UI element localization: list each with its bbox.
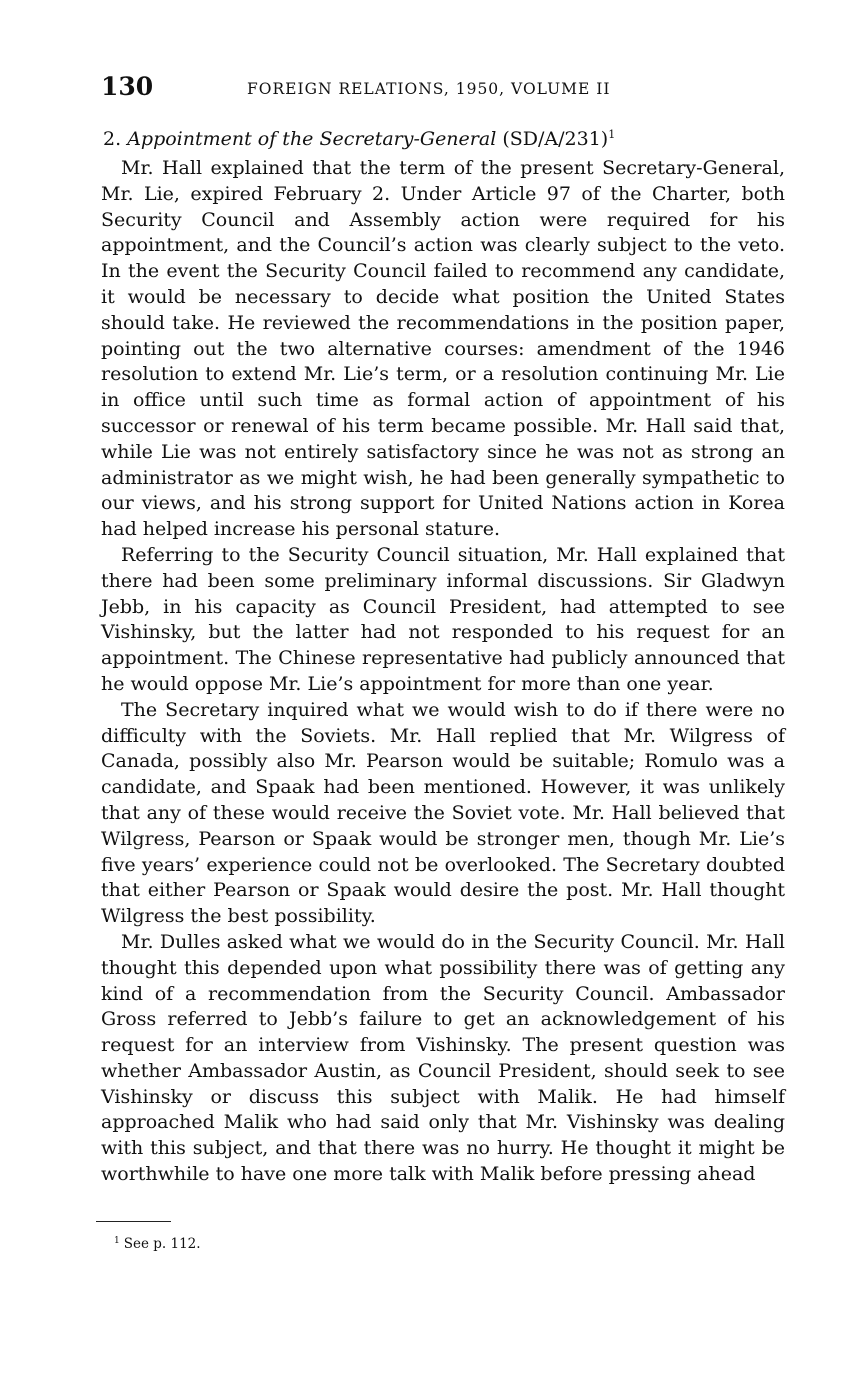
footnote-marker: 1 bbox=[114, 1236, 120, 1246]
paragraph-3: The Secretary inquired what we would wish to do if there were no difficulty with the Soviets. Mr. Hall replied that Mr. Wilgress of Canada, possibly also Mr. Pearson would be suitable; Romulo was a candidate, and Spaak had been mentioned. However, it was unlikely that any of these would receive the Soviet vote. Mr. Hall believed that Wilgress, Pearson or Spaak would be stronger men, though Mr. Lie’s five years’ experience could not be overlooked. The Secretary doubted that either Pearson or Spaak would desire the post. Mr. Hall thought Wilgress the best possibility. bbox=[101, 698, 785, 928]
paragraph-2: Referring to the Security Council situation, Mr. Hall explained that there had been some preliminary informal discussions. Sir Gladwyn Jebb, in his capacity as Council President, had attempted to see Vishinsky, but the latter had not responded to his request for an appointment. The Chinese representative had publicly announced that he would oppose Mr. Lie’s appointment for more than one year. bbox=[101, 543, 785, 695]
page-number: 130 bbox=[101, 72, 154, 101]
footnote-reference: 1 bbox=[608, 128, 616, 141]
footnote bbox=[114, 1236, 201, 1252]
section-title: Appointment of the Secretary-General bbox=[127, 128, 497, 150]
section-number: 2. bbox=[103, 128, 122, 150]
footnote-divider bbox=[96, 1221, 171, 1222]
paragraph-4: Mr. Dulles asked what we would do in the Security Council. Mr. Hall thought this depended upon what possibility there was of getting any kind of a recommendation from the Security Council. Ambassador Gross referred to Jebb’s failure to get an acknowledgement of his request for an interview from Vishinsky. The present question was whether Ambassador Austin, as Council President, should seek to see Vishinsky or discuss this subject with Malik. He had himself approached Malik who had said only that Mr. Vishinsky was dealing with this subject, and that there was no hurry. He thought it might be worthwhile to have one more talk with Malik before pressing ahead bbox=[101, 930, 785, 1186]
body-text bbox=[101, 156, 785, 1188]
section-heading bbox=[103, 122, 783, 152]
footnote-text: See p. 112. bbox=[123, 1236, 201, 1252]
running-head bbox=[101, 72, 661, 106]
running-title: FOREIGN RELATIONS, 1950, VOLUME II bbox=[247, 80, 611, 98]
document-reference: (SD/A/231) bbox=[502, 128, 609, 150]
paragraph-1: Mr. Hall explained that the term of the present Secretary-General, Mr. Lie, expired February 2. Under Article 97 of the Charter, both Security Council and Assembly action were required for his appointment, and the Council’s action was clearly subject to the veto. In the event the Security Council failed to recommend any candidate, it would be necessary to decide what position the United States should take. He reviewed the recommendations in the position paper, pointing out the two alternative courses: amendment of the 1946 resolution to extend Mr. Lie’s term, or a resolution continuing Mr. Lie in office until such time as formal action of appointment of his successor or renewal of his term became possible. Mr. Hall said that, while Lie was not entirely satisfactory since he was not as strong an administrator as we might wish, he had been generally sympathetic to our views, and his strong support for United Nations action in Korea had helped increase his personal stature. bbox=[101, 157, 785, 541]
